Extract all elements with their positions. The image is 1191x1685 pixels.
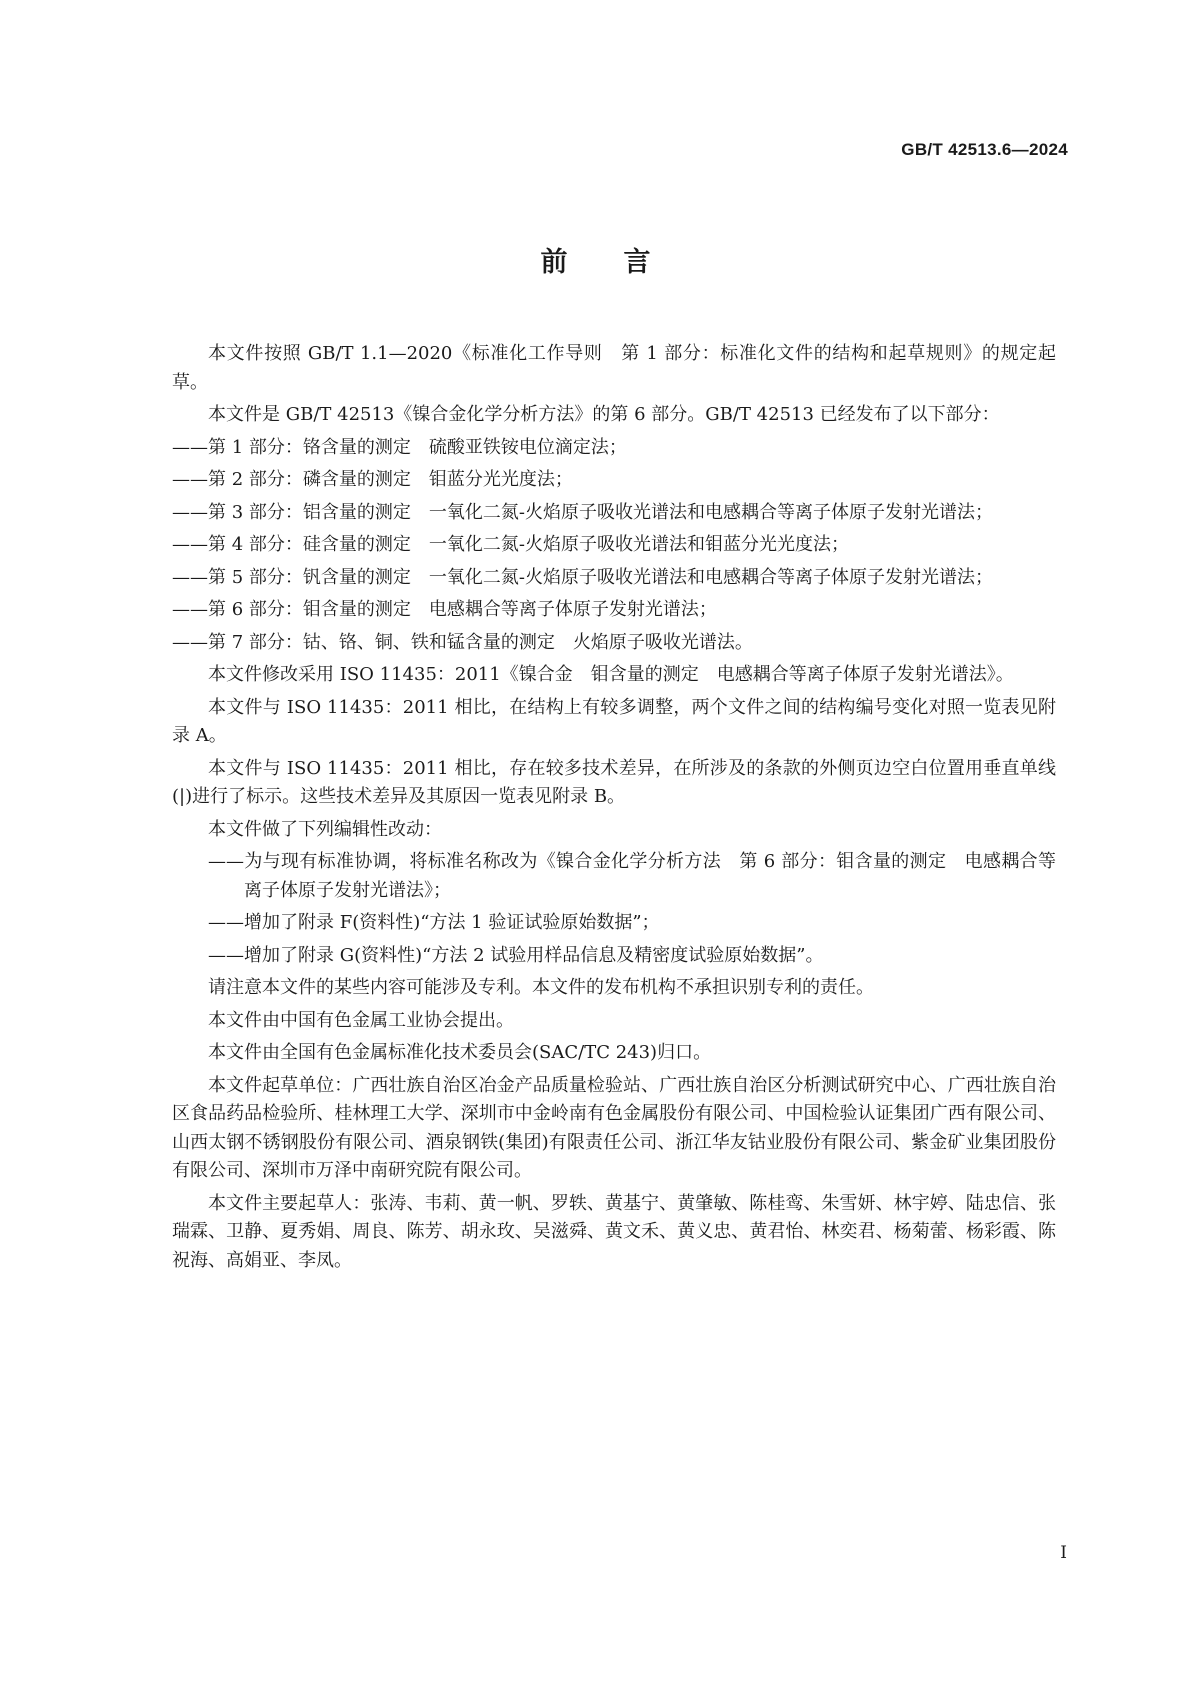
paragraph-patent-notice: 请注意本文件的某些内容可能涉及专利。本文件的发布机构不承担识别专利的责任。 bbox=[208, 977, 874, 998]
paragraph-iso-adoption: 本文件修改采用 ISO 11435：2011《镍合金 钼含量的测定 电感耦合等离子体原子发射光谱法》。 bbox=[208, 664, 1014, 685]
list-item-part-2: ——第 2 部分：磷含量的测定 钼蓝分光光度法； bbox=[172, 469, 573, 490]
paragraph-under-jurisdiction: 本文件由全国有色金属标准化技术委员会(SAC/TC 243)归口。 bbox=[208, 1042, 712, 1063]
paragraph-drafting-rules: 本文件按照 GB/T 1.1—2020《标准化工作导则 第 1 部分：标准化文件的结构和起草规则》的规定起草。 bbox=[172, 343, 1056, 393]
list-item-part-5: ——第 5 部分：钒含量的测定 一氧化二氮-火焰原子吸收光谱法和电感耦合等离子体原子发射光谱法； bbox=[172, 566, 993, 588]
list-item-part-3: ——第 3 部分：铝含量的测定 一氧化二氮-火焰原子吸收光谱法和电感耦合等离子体原子发射光谱法； bbox=[172, 501, 993, 523]
paragraph-technical-differences: 本文件与 ISO 11435：2011 相比，存在较多技术差异，在所涉及的条款的外侧页边空白位置用垂直单线(|)进行了标示。这些技术差异及其原因一览表见附录 B。 bbox=[172, 757, 1056, 807]
page-title: 前言 bbox=[540, 247, 707, 278]
list-item-edit-3: ——增加了附录 G(资料性)“方法 2 试验用样品信息及精密度试验原始数据”。 bbox=[208, 944, 824, 966]
page-number: I bbox=[1060, 1543, 1067, 1563]
list-item-edit-2: ——增加了附录 F(资料性)“方法 1 验证试验原始数据”； bbox=[208, 912, 660, 933]
paragraph-editorial-changes: 本文件做了下列编辑性改动： bbox=[208, 818, 442, 840]
list-item-edit-1: ——为与现有标准协调，将标准名称改为《镍合金化学分析方法 第 6 部分：钼含量的测定 电感耦合等离子体原子发射光谱法》； bbox=[208, 851, 1056, 901]
list-item-part-1: ——第 1 部分：铬含量的测定 硫酸亚铁铵电位滴定法； bbox=[172, 436, 627, 458]
document-code: GB/T 42513.6—2024 bbox=[901, 140, 1068, 159]
list-item-part-7: ——第 7 部分：钴、铬、铜、铁和锰含量的测定 火焰原子吸收光谱法。 bbox=[172, 631, 753, 653]
paragraph-proposed-by: 本文件由中国有色金属工业协会提出。 bbox=[208, 1009, 514, 1031]
paragraph-structure-changes: 本文件与 ISO 11435：2011 相比，在结构上有较多调整，两个文件之间的结构编号变化对照一览表见附录 A。 bbox=[172, 696, 1056, 746]
paragraph-series-intro: 本文件是 GB/T 42513《镍合金化学分析方法》的第 6 部分。GB/T 42513 已经发布了以下部分： bbox=[208, 404, 1000, 425]
list-item-part-4: ——第 4 部分：硅含量的测定 一氧化二氮-火焰原子吸收光谱法和钼蓝分光光度法； bbox=[172, 534, 849, 555]
foreword-body bbox=[172, 340, 1056, 1279]
paragraph-main-drafters: 本文件主要起草人：张涛、韦莉、黄一帆、罗轶、黄基宁、黄肇敏、陈桂鸾、朱雪妍、林宇婷、陆忠信、张瑞霖、卫静、夏秀娟、周良、陈芳、胡永玫、吴滋舜、黄文禾、黄义忠、黄君怡、林奕君、杨菊蕾、杨彩霞、陈祝海、高娟亚、李凤。 bbox=[172, 1192, 1056, 1271]
list-item-part-6: ——第 6 部分：钼含量的测定 电感耦合等离子体原子发射光谱法； bbox=[172, 599, 717, 620]
paragraph-drafting-organizations: 本文件起草单位：广西壮族自治区冶金产品质量检验站、广西壮族自治区分析测试研究中心、广西壮族自治区食品药品检验所、桂林理工大学、深圳市中金岭南有色金属股份有限公司、中国检验认证集团广西有限公司、山西太钢不锈钢股份有限公司、酒泉钢铁(集团)有限责任公司、浙江华友钴业股份有限公司、紫金矿业集团股份有限公司、深圳市万泽中南研究院有限公司。 bbox=[172, 1074, 1056, 1181]
